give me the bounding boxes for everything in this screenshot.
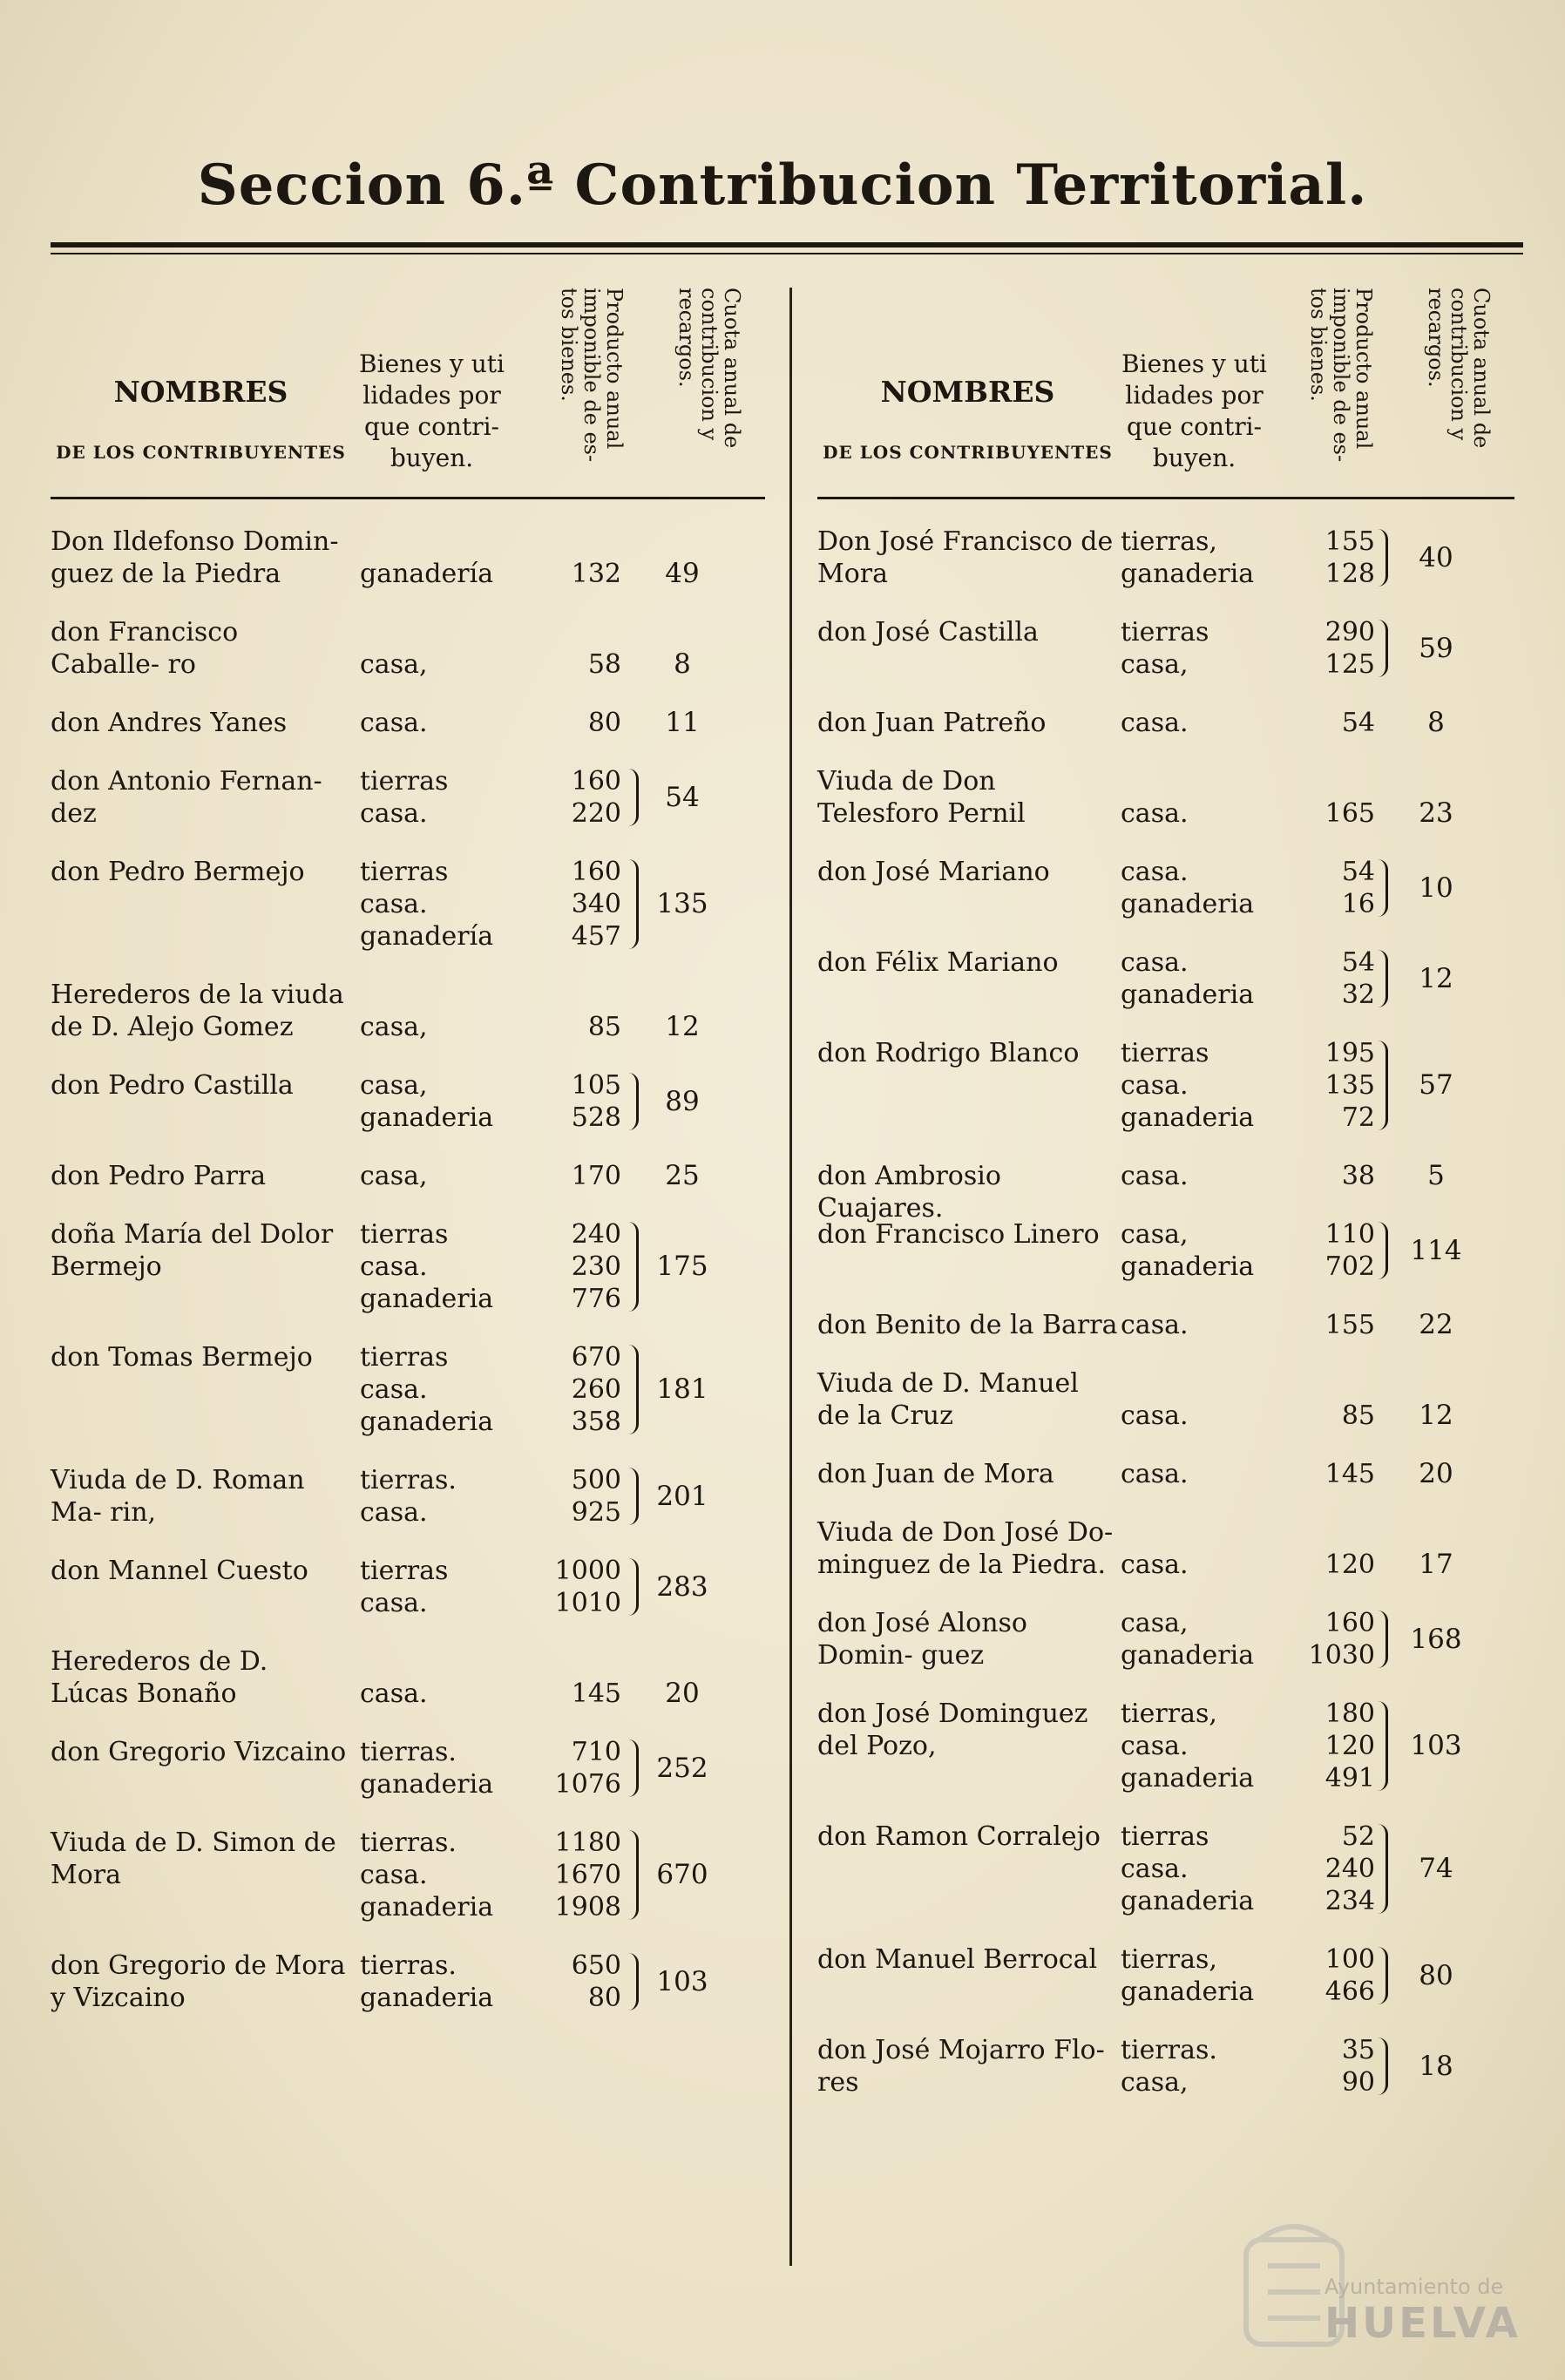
property-type: casa.	[1121, 1161, 1189, 1191]
table-row	[51, 1827, 765, 1923]
annual-quota: 8	[1427, 707, 1445, 738]
property-type: ganaderia	[1121, 1886, 1255, 1916]
property-type: casa.	[360, 708, 428, 738]
contributor-name: don Pedro Castilla	[51, 1070, 294, 1101]
contributor-name: don Pedro Bermejo	[51, 857, 305, 887]
table-row	[51, 616, 765, 681]
contributor-name: Viuda de Don Telesforo Pernil	[817, 766, 1026, 829]
annual-product-value: 135	[1324, 1070, 1375, 1101]
table-row	[51, 1160, 765, 1192]
annual-product-value: 1030	[1308, 1640, 1375, 1671]
annual-quota: 181	[656, 1373, 708, 1405]
table-row	[51, 1555, 765, 1619]
contributor-name: Don José Francisco de Mora	[817, 526, 1114, 589]
annual-quota: 11	[665, 707, 700, 738]
annual-quota: 5	[1427, 1160, 1445, 1191]
annual-product-value: 155	[1324, 526, 1375, 557]
annual-product-value: 290	[1324, 617, 1375, 648]
table-row	[51, 1218, 765, 1315]
contributor-name: don Félix Mariano	[817, 947, 1059, 978]
table-row	[51, 856, 765, 953]
table-row	[817, 707, 1514, 739]
table-row	[51, 707, 765, 739]
header-names-big: NOMBRES	[113, 375, 288, 409]
property-type: casa.	[1121, 1549, 1189, 1580]
annual-quota: 670	[656, 1859, 708, 1890]
annual-quota: 49	[665, 558, 700, 589]
table-row	[51, 979, 765, 1043]
property-type: tierras	[1121, 1038, 1209, 1068]
property-type: casa,	[360, 1012, 428, 1042]
annual-product-value: 1000	[554, 1556, 621, 1586]
property-type: casa.	[360, 1497, 428, 1528]
annual-product-value: 90	[1341, 2067, 1375, 2098]
left-column	[51, 279, 765, 2040]
property-type: casa.	[1121, 1459, 1189, 1489]
table-row	[817, 1037, 1514, 1134]
table-row	[817, 1367, 1514, 1432]
contributor-name: don Pedro Parra	[51, 1161, 267, 1191]
annual-product-value: 165	[1324, 798, 1375, 829]
annual-product-value: 54	[1341, 857, 1375, 887]
annual-quota: 10	[1419, 871, 1453, 904]
header-bienes: Bienes y uti lidades por que contri- buyen.	[1121, 349, 1267, 472]
annual-quota: 252	[656, 1752, 708, 1784]
annual-product-value: 240	[1324, 1854, 1375, 1884]
annual-product-value: 358	[571, 1407, 621, 1437]
annual-product-value: 1908	[554, 1892, 621, 1922]
contributor-name: don Gregorio de Mora y Vizcaino	[51, 1950, 346, 2013]
property-type: ganaderia	[1121, 980, 1255, 1010]
property-type: ganaderia	[1121, 1763, 1255, 1793]
property-type: casa,	[360, 1070, 428, 1101]
annual-product-value: 1180	[554, 1827, 621, 1858]
annual-product-value: 670	[571, 1342, 621, 1373]
property-type: casa.	[1121, 1070, 1189, 1101]
annual-product-value: 80	[587, 1983, 621, 2013]
annual-product-value: 125	[1324, 649, 1375, 680]
annual-product-value: 145	[1324, 1459, 1375, 1489]
header-producto: Producto anual imponible de es- tos bienes.	[1306, 288, 1376, 463]
contributor-name: don José Alonso Domin- guez	[817, 1608, 1027, 1671]
annual-quota: 103	[1410, 1730, 1462, 1761]
annual-quota: 12	[1419, 1400, 1453, 1431]
property-type: tierras	[360, 1219, 449, 1250]
property-type: tierras	[360, 766, 449, 797]
property-type: ganaderia	[1121, 1102, 1255, 1133]
property-type: ganaderia	[360, 1102, 494, 1133]
property-type: casa.	[360, 1588, 428, 1618]
annual-product-value: 457	[571, 921, 621, 952]
property-type: tierras.	[360, 1827, 457, 1858]
annual-product-value: 100	[1324, 1944, 1375, 1975]
property-type: tierras	[1121, 1821, 1209, 1852]
contributor-name: don Ambrosio Cuajares.	[817, 1161, 1001, 1224]
contributor-name: don Tomas Bermejo	[51, 1342, 313, 1373]
annual-product-value: 195	[1324, 1038, 1375, 1068]
contributor-name: Don Ildefonso Domin- guez de la Piedra	[51, 526, 339, 589]
table-row	[817, 525, 1514, 590]
annual-product-value: 160	[1324, 1608, 1375, 1638]
property-type: tierras	[360, 1556, 449, 1586]
annual-quota: 17	[1419, 1549, 1453, 1580]
contributor-name: Viuda de Don José Do- minguez de la Piedra.	[817, 1517, 1114, 1580]
table-row	[817, 1309, 1514, 1341]
annual-product-value: 35	[1341, 2035, 1375, 2065]
property-type: casa.	[360, 1678, 428, 1709]
annual-quota: 283	[656, 1570, 708, 1603]
property-type: tierras.	[360, 1950, 457, 1981]
table-row	[817, 765, 1514, 830]
property-type: ganadería	[360, 921, 494, 952]
contributor-name: doña María del Dolor Bermejo	[51, 1219, 334, 1282]
annual-product-value: 128	[1324, 559, 1375, 589]
table-row	[51, 1464, 765, 1529]
contributor-name: Herederos de D. Lúcas Bonaño	[51, 1646, 268, 1709]
annual-product-value: 120	[1324, 1549, 1375, 1580]
contributor-name: don Antonio Fernan- dez	[51, 766, 322, 829]
property-type: casa,	[1121, 1608, 1189, 1638]
contributor-name: don Francisco Linero	[817, 1219, 1100, 1250]
table-row	[817, 2034, 1514, 2099]
header-underline	[51, 497, 351, 499]
right-column	[817, 279, 1514, 2125]
annual-product-value: 80	[587, 708, 621, 738]
contributor-name: don José Castilla	[817, 617, 1039, 648]
property-type: ganaderia	[360, 1892, 494, 1922]
contributor-name: don José Dominguez del Pozo,	[817, 1699, 1088, 1761]
header-names-big: NOMBRES	[880, 375, 1055, 409]
annual-quota: 8	[674, 648, 691, 680]
table-row	[51, 525, 765, 590]
property-type: casa.	[360, 798, 428, 829]
table-row	[51, 765, 765, 830]
annual-product-value: 466	[1324, 1977, 1375, 2007]
title-rule	[51, 242, 1523, 247]
annual-quota: 201	[656, 1480, 708, 1512]
annual-product-value: 180	[1324, 1699, 1375, 1729]
annual-product-value: 72	[1341, 1102, 1375, 1133]
annual-product-value: 85	[587, 1012, 621, 1042]
property-type: tierras,	[1121, 1699, 1217, 1729]
annual-product-value: 1010	[554, 1588, 621, 1618]
table-row	[51, 1949, 765, 2014]
annual-quota: 18	[1419, 2050, 1453, 2082]
table-row	[817, 1458, 1514, 1490]
contributor-name: don Andres Yanes	[51, 708, 288, 738]
annual-product-value: 85	[1341, 1400, 1375, 1431]
property-type: ganaderia	[1121, 1251, 1255, 1282]
property-type: casa.	[1121, 1731, 1189, 1761]
annual-quota: 175	[656, 1251, 708, 1282]
property-type: casa,	[1121, 2067, 1189, 2098]
annual-product-value: 105	[571, 1070, 621, 1101]
property-type: tierras	[1121, 617, 1209, 648]
annual-product-value: 52	[1341, 1821, 1375, 1852]
property-type: tierras,	[1121, 526, 1217, 557]
annual-product-value: 16	[1341, 889, 1375, 919]
watermark-line1: Ayuntamiento de	[1324, 2275, 1504, 2299]
annual-quota: 20	[665, 1678, 700, 1709]
property-type: ganaderia	[360, 1769, 494, 1800]
property-type: tierras	[360, 1342, 449, 1373]
header-bienes: Bienes y uti lidades por que contri- buyen.	[359, 349, 505, 472]
contributor-name: don Ramon Corralejo	[817, 1821, 1101, 1852]
title-rule-thin	[51, 253, 1523, 254]
annual-quota: 54	[665, 781, 700, 813]
annual-quota: 135	[656, 888, 708, 919]
left-header	[51, 279, 765, 499]
right-header	[817, 279, 1514, 499]
contributor-name: don Benito de la Barra	[817, 1310, 1118, 1340]
annual-quota: 59	[1419, 632, 1453, 664]
property-type: tierras.	[360, 1737, 457, 1767]
property-type: casa.	[1121, 708, 1189, 738]
property-type: casa.	[1121, 1400, 1189, 1431]
table-row	[817, 1607, 1514, 1671]
property-type: ganaderia	[360, 1407, 494, 1437]
property-type: ganadería	[360, 559, 494, 589]
annual-product-value: 54	[1341, 708, 1375, 738]
contributor-name: don Juan de Mora	[817, 1459, 1054, 1489]
property-type: casa.	[1121, 947, 1189, 978]
column-divider	[789, 288, 792, 2266]
contributor-name: don Mannel Cuesto	[51, 1556, 308, 1586]
table-row	[817, 1943, 1514, 2008]
property-type: casa.	[360, 889, 428, 919]
annual-product-value: 120	[1324, 1731, 1375, 1761]
property-type: casa,	[1121, 1219, 1189, 1250]
header-names	[51, 375, 351, 463]
annual-product-value: 260	[571, 1374, 621, 1405]
property-type: casa.	[1121, 857, 1189, 887]
table-row	[51, 1645, 765, 1710]
header-cuota: Cuota anual de contribucion y recargos.	[674, 288, 744, 449]
contributor-name: Herederos de la viuda de D. Alejo Gomez	[51, 980, 344, 1042]
annual-quota: 103	[656, 1965, 708, 1997]
annual-product-value: 702	[1324, 1251, 1375, 1282]
annual-product-value: 160	[571, 857, 621, 887]
annual-product-value: 528	[571, 1102, 621, 1133]
left-rows	[51, 525, 765, 2014]
annual-quota: 168	[1410, 1623, 1462, 1655]
table-row	[817, 856, 1514, 920]
property-type: ganaderia	[360, 1983, 494, 2013]
annual-product-value: 54	[1341, 947, 1375, 978]
table-row	[51, 1736, 765, 1800]
contributor-name: Viuda de D. Manuel de la Cruz	[817, 1368, 1079, 1431]
contributor-name: don Manuel Berrocal	[817, 1944, 1098, 1975]
annual-product-value: 710	[571, 1737, 621, 1767]
property-type: casa.	[360, 1251, 428, 1282]
table-row	[817, 1218, 1514, 1283]
annual-quota: 114	[1410, 1234, 1462, 1266]
property-type: ganaderia	[1121, 889, 1255, 919]
annual-quota: 89	[665, 1085, 700, 1117]
annual-product-value: 925	[571, 1497, 621, 1528]
contributor-name: Viuda de D. Simon de Mora	[51, 1827, 336, 1890]
annual-quota: 23	[1419, 797, 1453, 829]
annual-product-value: 38	[1341, 1161, 1375, 1191]
property-type: tierras,	[1121, 1944, 1217, 1975]
property-type: tierras	[360, 857, 449, 887]
annual-product-value: 170	[571, 1161, 621, 1191]
annual-product-value: 145	[571, 1678, 621, 1709]
property-type: casa.	[1121, 1854, 1189, 1884]
annual-product-value: 340	[571, 889, 621, 919]
property-type: ganaderia	[1121, 559, 1255, 589]
property-type: casa,	[360, 1161, 428, 1191]
contributor-name: don Juan Patreño	[817, 708, 1047, 738]
annual-product-value: 1076	[554, 1769, 621, 1800]
header-names-small: DE LOS CONTRIBUYENTES	[56, 442, 346, 463]
annual-product-value: 230	[571, 1251, 621, 1282]
contributor-name: don Francisco Caballe- ro	[51, 617, 239, 680]
property-type: casa.	[360, 1374, 428, 1405]
annual-product-value: 160	[571, 766, 621, 797]
table-row	[51, 1069, 765, 1134]
table-row	[817, 1821, 1514, 1917]
annual-product-value: 650	[571, 1950, 621, 1981]
property-type: casa.	[1121, 1310, 1189, 1340]
table-row	[817, 1698, 1514, 1794]
annual-quota: 20	[1419, 1458, 1453, 1489]
property-type: casa.	[1121, 798, 1189, 829]
annual-product-value: 234	[1324, 1886, 1375, 1916]
property-type: casa.	[360, 1860, 428, 1890]
property-type: tierras.	[1121, 2035, 1217, 2065]
annual-quota: 74	[1419, 1853, 1453, 1884]
annual-quota: 12	[665, 1011, 700, 1042]
table-row	[51, 1341, 765, 1438]
contributor-name: don Rodrigo Blanco	[817, 1038, 1080, 1068]
watermark-line2: HUELVA	[1324, 2299, 1521, 2348]
property-type: casa,	[360, 649, 428, 680]
contributor-name: don José Mariano	[817, 857, 1050, 887]
watermark-text	[1324, 2275, 1521, 2348]
right-rows	[817, 525, 1514, 2099]
annual-product-value: 776	[571, 1284, 621, 1314]
property-type: tierras.	[360, 1465, 457, 1495]
contributor-name: don Gregorio Vizcaino	[51, 1737, 347, 1767]
annual-quota: 80	[1419, 1959, 1453, 1991]
property-type: ganaderia	[1121, 1640, 1255, 1671]
table-row	[817, 616, 1514, 681]
contributor-name: don José Mojarro Flo- res	[817, 2035, 1105, 2098]
annual-quota: 25	[665, 1160, 700, 1191]
annual-product-value: 32	[1341, 980, 1375, 1010]
annual-quota: 40	[1419, 541, 1453, 573]
annual-product-value: 240	[571, 1219, 621, 1250]
annual-quota: 12	[1419, 962, 1453, 994]
annual-quota: 22	[1419, 1309, 1453, 1340]
annual-product-value: 220	[571, 798, 621, 829]
table-row	[817, 1160, 1514, 1224]
header-names-small: DE LOS CONTRIBUYENTES	[823, 442, 1113, 463]
header-cuota: Cuota anual de contribucion y recargos.	[1424, 288, 1494, 449]
property-type: ganaderia	[1121, 1977, 1255, 2007]
page-title: Seccion 6.ª Contribucion Territorial.	[197, 153, 1368, 218]
annual-product-value: 500	[571, 1465, 621, 1495]
annual-product-value: 132	[571, 559, 621, 589]
header-producto: Producto anual imponible de es- tos bienes.	[557, 288, 627, 463]
header-names	[817, 375, 1118, 463]
table-row	[817, 1516, 1514, 1581]
property-type: ganaderia	[360, 1284, 494, 1314]
annual-product-value: 58	[587, 649, 621, 680]
property-type: casa,	[1121, 649, 1189, 680]
annual-product-value: 155	[1324, 1310, 1375, 1340]
annual-product-value: 110	[1324, 1219, 1375, 1250]
annual-product-value: 1670	[554, 1860, 621, 1890]
annual-product-value: 491	[1324, 1763, 1375, 1793]
table-row	[817, 946, 1514, 1011]
annual-quota: 57	[1419, 1069, 1453, 1101]
contributor-name: Viuda de D. Roman Ma- rin,	[51, 1465, 305, 1528]
